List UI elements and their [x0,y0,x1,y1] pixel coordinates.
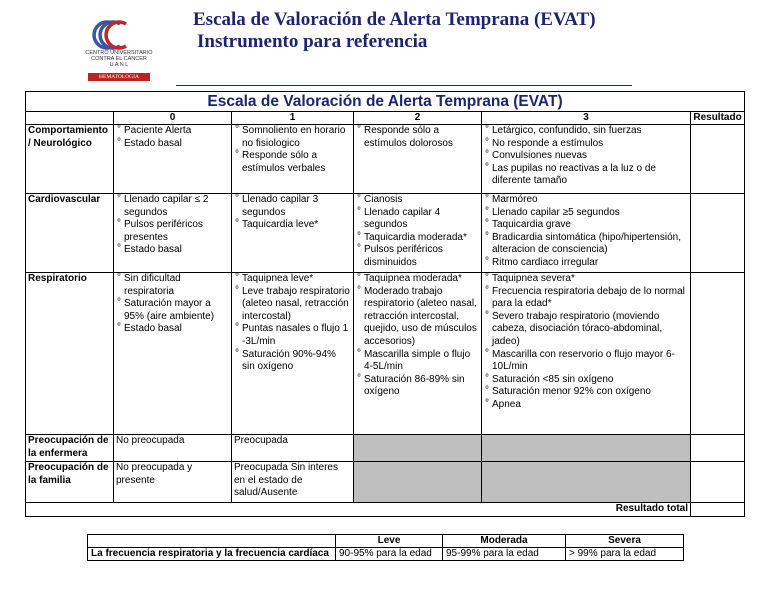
bullet-list [234,194,351,232]
severity-row-label: La frecuencia respiratoria y la frecuencia cardíaca [88,548,336,561]
logo [78,20,160,82]
list-item: ° Somnoliento en horario no fisiologico [234,125,351,150]
list-item: ° Taquipnea moderada* [356,273,479,286]
page-title: Escala de Valoración de Alerta Temprana (EVAT) [193,9,596,30]
cell-cardio-2 [354,194,482,273]
row-label-familia: Preocupación de la familia [26,462,114,503]
bullet-list [356,194,479,270]
list-item: ° Letárgico, confundido, sin fuerzas [484,125,688,138]
severity-table [87,534,684,561]
list-item: ° Cianosis [356,194,479,207]
cell-enfermera-3 [482,435,691,462]
cell-cardio-1 [232,194,354,273]
bullet-list [116,273,229,336]
bullet-list [234,125,351,175]
header-empty [26,112,114,125]
severity-header-empty [88,535,336,548]
list-item: ° Convulsiones nuevas [484,150,688,163]
list-item: ° Puntas nasales o flujo 1 -3L/min [234,323,351,348]
bullet-list [484,194,688,270]
table-row-cardio [26,194,745,273]
cell-neuro-3 [482,125,691,194]
list-item: ° Taquicardia grave [484,219,688,232]
table-row-neuro [26,125,745,194]
list-item: ° Llenado capilar ≤ 2 segundos [116,194,229,219]
bullet-list [234,273,351,374]
list-item: ° Taquipnea leve* [234,273,351,286]
list-item: ° Pulsos periféricos disminuidos [356,244,479,269]
list-item: ° Saturación mayor a 95% (aire ambiente) [116,298,229,323]
cell-neuro-1 [232,125,354,194]
list-item: ° Leve trabajo respiratorio (aleteo nasal, retracción intercostal) [234,286,351,324]
cell-resp-0 [114,273,232,435]
cell-resp-2 [354,273,482,435]
row-label-enfermera: Preocupación de la enfermera [26,435,114,462]
list-item: ° Saturación 86-89% sin oxígeno [356,374,479,399]
list-item: ° Llenado capilar 3 segundos [234,194,351,219]
result-familia [691,462,745,503]
logo-badge: HEMATOLOGIA [88,73,150,81]
list-item: ° Las pupilas no reactivas a la luz o de diferente tamaño [484,163,688,188]
cell-resp-1 [232,273,354,435]
list-item: ° Saturación <85 sin oxígeno [484,374,688,387]
list-item: ° Estado basal [116,138,229,151]
list-item: ° Mascarilla con reservorio o flujo mayor 6-10L/min [484,349,688,374]
cell-familia-3 [482,462,691,503]
row-label-neuro: Comportamiento / Neurológico [26,125,114,194]
evat-table [25,91,745,517]
list-item: ° Estado basal [116,244,229,257]
cell-enfermera-2 [354,435,482,462]
list-item: ° Sin dificultad respiratoria [116,273,229,298]
list-item: ° Bradicardia sintomática (hipo/hipertensión, alteracion de consciencia) [484,232,688,257]
cell-resp-3 [482,273,691,435]
table-row-familia [26,462,745,503]
total-label: Resultado total [26,503,691,517]
result-resp [691,273,745,435]
row-label-cardio: Cardiovascular [26,194,114,273]
cell-neuro-2 [354,125,482,194]
bullet-list [484,273,688,412]
total-value [691,503,745,517]
table-row-resp [26,273,745,435]
list-item: ° Mascarilla simple o flujo 4-5L/min [356,349,479,374]
bullet-list [484,125,688,188]
col-header-resultado: Resultado [691,112,745,125]
cell-familia-1: Preocupada Sin interes en el estado de salud/Ausente [232,462,354,503]
logo-line-3: U A N L [109,62,129,68]
col-header-0: 0 [114,112,232,125]
list-item: ° Saturación 90%-94% sin oxígeno [234,349,351,374]
list-item: ° Taquicardia moderada* [356,232,479,245]
list-item: ° Taquipnea severa* [484,273,688,286]
list-item: ° Paciente Alerta [116,125,229,138]
list-item: ° Marmóreo [484,194,688,207]
bullet-list [116,125,229,150]
list-item: ° Estado basal [116,323,229,336]
result-neuro [691,125,745,194]
table-row-enfermera [26,435,745,462]
cell-familia-0: No preocupada y presente [114,462,232,503]
col-header-3: 3 [482,112,691,125]
col-header-2: 2 [354,112,482,125]
logo-line-2: CONTRA EL CÁNCER [91,56,147,62]
cell-familia-2 [354,462,482,503]
logo-mark-icon [78,20,160,50]
result-enfermera [691,435,745,462]
list-item: ° No responde a estímulos [484,138,688,151]
cell-cardio-0 [114,194,232,273]
list-item: ° Responde sólo a estímulos verbales [234,150,351,175]
list-item: ° Llenado capilar 4 segundos [356,207,479,232]
severity-header-leve: Leve [336,535,443,548]
severity-header-severa: Severa [566,535,684,548]
cell-enfermera-0: No preocupada [114,435,232,462]
cell-cardio-3 [482,194,691,273]
severity-severa-value: > 99% para la edad [566,548,684,561]
list-item: ° Ritmo cardiaco irregular [484,257,688,270]
logo-text [78,50,160,68]
cell-enfermera-1: Preocupada [232,435,354,462]
table-title: Escala de Valoración de Alerta Temprana (EVAT) [26,92,745,112]
severity-leve-value: 90-95% para la edad [336,548,443,561]
result-cardio [691,194,745,273]
cell-neuro-0 [114,125,232,194]
page-subtitle: Instrumento para referencia [197,31,428,52]
list-item: ° Saturación menor 92% con oxígeno [484,386,688,399]
list-item: ° Responde sólo a estímulos dolorosos [356,125,479,150]
list-item: ° Severo trabajo respiratorio (moviendo cabeza, disociación tóraco-abdominal, jadeo) [484,311,688,349]
severity-moderada-value: 95-99% para la edad [443,548,566,561]
logo-line-1: CENTRO UNIVERSITARIO [85,50,153,56]
list-item: ° Llenado capilar ≥5 segundos [484,207,688,220]
bullet-list [356,125,479,150]
list-item: ° Pulsos periféricos presentes [116,219,229,244]
list-item: ° Frecuencia respiratoria debajo de lo normal para la edad* [484,286,688,311]
bullet-list [356,273,479,399]
list-item: ° Apnea [484,399,688,412]
col-header-1: 1 [232,112,354,125]
severity-header-moderada: Moderada [443,535,566,548]
bullet-list [116,194,229,257]
header-divider [176,85,632,86]
row-label-resp: Respiratorio [26,273,114,435]
list-item: ° Taquicardia leve* [234,219,351,232]
list-item: ° Moderado trabajo respiratorio (aleteo nasal, retracción intercostal, quejido, uso de músculos accesorios) [356,286,479,349]
